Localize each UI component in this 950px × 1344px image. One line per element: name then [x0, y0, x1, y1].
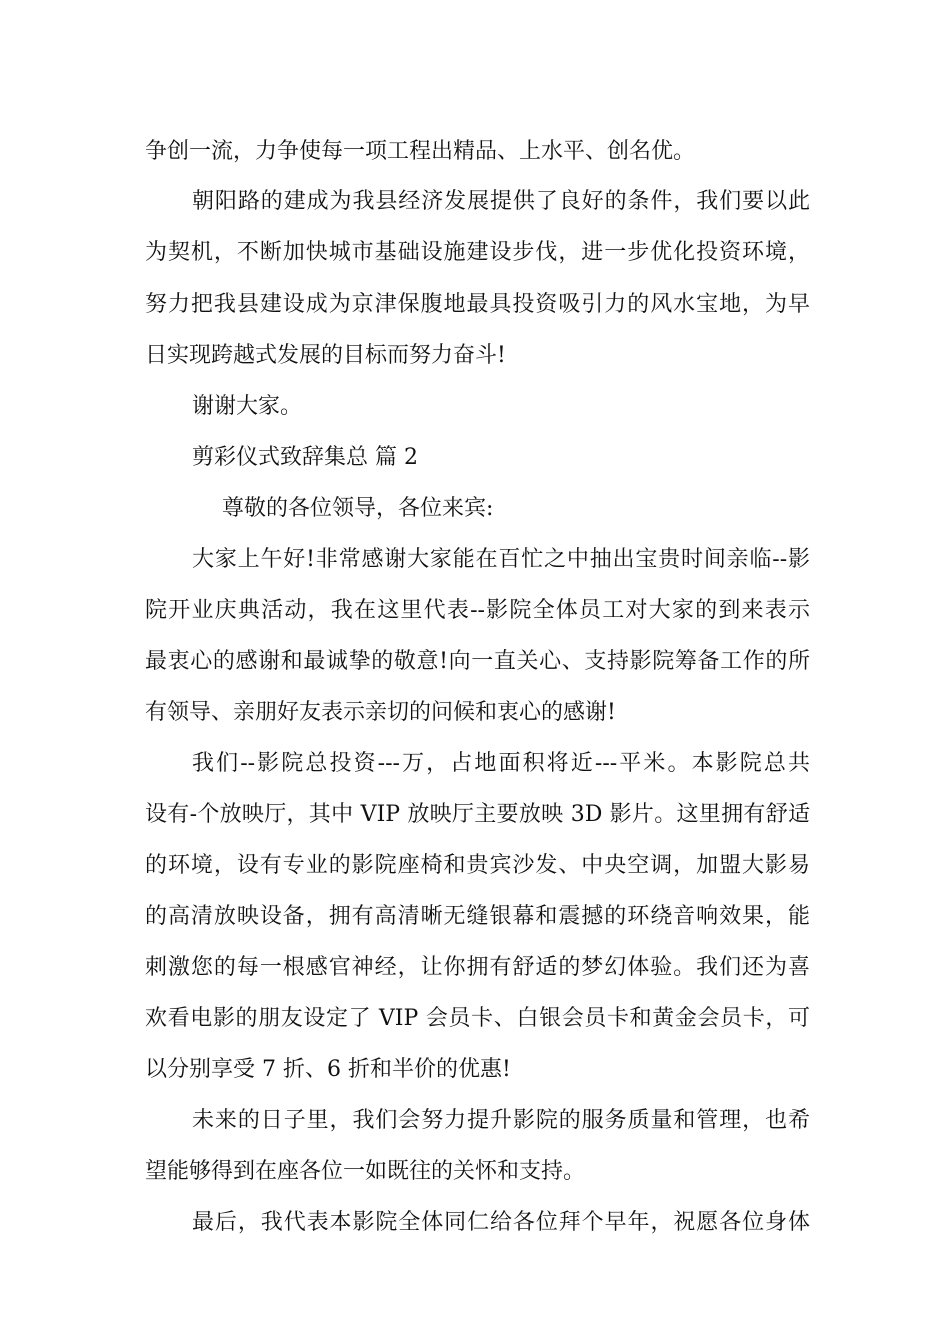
- paragraph-line: 有领导、亲朋好友表示亲切的问候和衷心的感谢!: [145, 700, 616, 725]
- paragraph-line: 最衷心的感谢和最诚挚的敬意!向一直关心、支持影院筹备工作的所: [145, 649, 810, 674]
- paragraph-line: 为契机，不断加快城市基础设施建设步伐，进一步优化投资环境，: [145, 240, 810, 265]
- paragraph-line: 未来的日子里，我们会努力提升影院的服务质量和管理，也希: [192, 1108, 810, 1133]
- section-heading: 剪彩仪式致辞集总 篇 2: [192, 445, 418, 470]
- paragraph-line: 我们--影院总投资---万，占地面积将近---平米。本影院总共: [192, 751, 810, 776]
- paragraph-line: 欢看电影的朋友设定了 VIP 会员卡、白银会员卡和黄金会员卡，可: [145, 1006, 810, 1031]
- paragraph-line: 最后，我代表本影院全体同仁给各位拜个早年，祝愿各位身体: [192, 1210, 810, 1235]
- paragraph-line: 设有-个放映厅，其中 VIP 放映厅主要放映 3D 影片。这里拥有舒适: [145, 802, 810, 827]
- paragraph-line: 刺激您的每一根感官神经，让你拥有舒适的梦幻体验。我们还为喜: [145, 955, 810, 980]
- paragraph-line: 以分别享受 7 折、6 折和半价的优惠!: [145, 1057, 511, 1082]
- paragraph-line: 望能够得到在座各位一如既往的关怀和支持。: [145, 1159, 586, 1184]
- paragraph-line: 朝阳路的建成为我县经济发展提供了良好的条件，我们要以此: [192, 189, 810, 214]
- paragraph-line: 的环境，设有专业的影院座椅和贵宾沙发、中央空调，加盟大影易: [145, 853, 810, 878]
- paragraph-line: 谢谢大家。: [192, 394, 303, 419]
- paragraph-line: 努力把我县建设成为京津保腹地最具投资吸引力的风水宝地，为早: [145, 292, 810, 317]
- paragraph-line: 的高清放映设备，拥有高清晰无缝银幕和震撼的环绕音响效果，能: [145, 904, 810, 929]
- salutation: 尊敬的各位领导，各位来宾:: [222, 496, 494, 521]
- paragraph-line: 争创一流，力争使每一项工程出精品、上水平、创名优。: [145, 139, 696, 164]
- paragraph-line: 院开业庆典活动，我在这里代表--影院全体员工对大家的到来表示: [145, 598, 810, 623]
- paragraph-line: 大家上午好!非常感谢大家能在百忙之中抽出宝贵时间亲临--影: [192, 547, 810, 572]
- paragraph-line: 日实现跨越式发展的目标而努力奋斗!: [145, 343, 506, 368]
